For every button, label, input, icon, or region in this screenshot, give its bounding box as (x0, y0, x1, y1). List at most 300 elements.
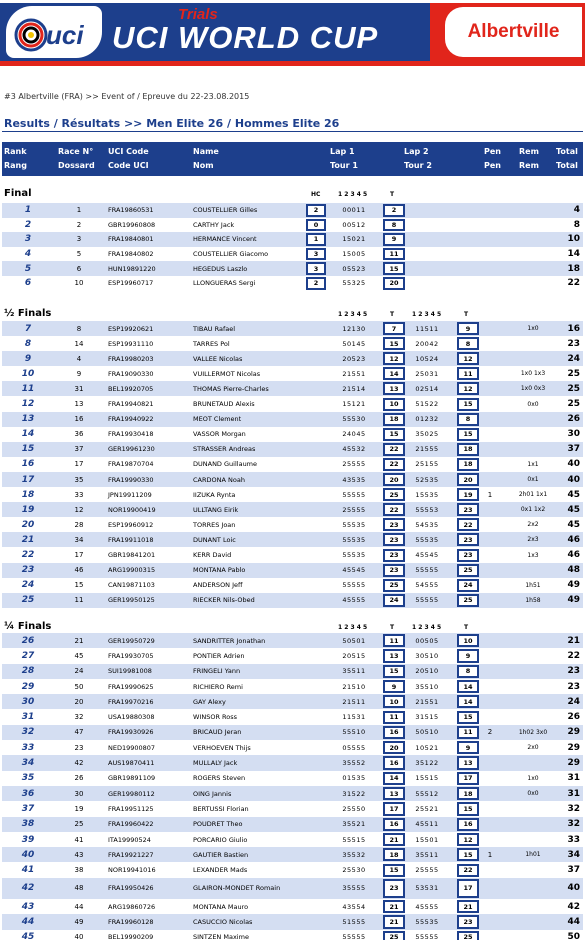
lap1-sections-cell: 01535 (342, 774, 366, 783)
lap1-sections-cell: 20523 (342, 354, 366, 363)
bib-cell: 42 (74, 759, 84, 768)
lap1-sections-cell: 25555 (342, 505, 366, 514)
lap2-sections-cell: 31515 (415, 713, 439, 722)
bib-cell: 5 (76, 250, 82, 259)
lap1-total-cell: 9 (383, 233, 405, 246)
rider-name-cell: MONTANA Pablo (193, 566, 246, 575)
penalty-cell (484, 218, 496, 233)
penalty-cell (484, 351, 496, 366)
lap2-sections-cell: 52535 (415, 475, 439, 484)
table-row[interactable] (2, 381, 583, 396)
lap2-sections-cell: 10521 (415, 743, 439, 752)
lap1-total-cell: 16 (383, 756, 405, 769)
lap1-total-cell: 10 (383, 695, 405, 708)
bib-cell: 33 (74, 490, 84, 499)
uci-code-cell: GER19950125 (108, 596, 155, 605)
lap1-sections-cell: 24045 (342, 430, 366, 439)
total-cell: 31 (567, 788, 580, 799)
lap2-total-cell: 15 (457, 848, 479, 861)
penalty-cell (484, 786, 496, 801)
remark-cell: 2x2 (527, 521, 539, 529)
penalty-cell (484, 397, 496, 412)
uci-code-cell: ARG19900315 (108, 566, 156, 575)
table-row[interactable] (2, 427, 583, 442)
lap2-total-cell: 16 (457, 818, 479, 831)
subhead-hc: HC (311, 191, 321, 198)
results-table-header (2, 142, 583, 176)
total-cell: 21 (567, 635, 580, 646)
penalty-cell (484, 664, 496, 679)
lap2-total-cell: 11 (457, 726, 479, 739)
remark-cell (512, 899, 554, 914)
lap1-sections-cell: 55530 (342, 415, 366, 424)
table-row[interactable] (2, 276, 583, 291)
lap2-sections-cell: 45545 (415, 551, 439, 560)
table-row[interactable] (2, 710, 583, 725)
rider-name-cell: MEOT Clement (193, 415, 242, 424)
lap1-total-cell: 20 (383, 277, 405, 290)
lap1-sections-cell: 25530 (342, 866, 366, 875)
lap2-total-cell: 15 (457, 711, 479, 724)
uci-code-cell: FRA19840801 (108, 235, 154, 244)
rank-cell: 16 (21, 459, 35, 470)
table-row[interactable] (2, 502, 583, 517)
lap2-total-cell: 19 (457, 488, 479, 501)
lap2-total-cell: 15 (457, 398, 479, 411)
rank-cell: 23 (21, 565, 35, 576)
lap2-sections-cell: 45511 (415, 820, 439, 829)
table-row[interactable] (2, 247, 583, 262)
total-cell: 22 (567, 278, 580, 289)
rider-name-cell: RIECKER Nils-Obed (193, 596, 255, 605)
total-cell: 50 (567, 932, 580, 940)
bib-cell: 20 (74, 697, 84, 706)
uci-code-cell: FRA19090330 (108, 369, 154, 378)
table-row[interactable] (2, 899, 583, 914)
total-cell: 40 (567, 459, 580, 470)
bib-cell: 36 (74, 430, 84, 439)
lap1-sections-cell: 15005 (342, 250, 366, 259)
rank-cell: 45 (21, 932, 35, 940)
table-row[interactable] (2, 397, 583, 412)
remark-cell: 2x3 (527, 536, 539, 544)
remark-cell: 2x0 (527, 744, 539, 752)
uci-code-cell: SUI19981008 (108, 667, 152, 676)
table-row[interactable] (2, 771, 583, 786)
uci-code-cell: NOR19900419 (108, 505, 156, 514)
lap2-total-cell: 23 (457, 503, 479, 516)
lap1-total-cell: 16 (383, 818, 405, 831)
uci-code-cell: FRA19940821 (108, 400, 154, 409)
penalty-cell (484, 899, 496, 914)
lap1-total-cell: 22 (383, 443, 405, 456)
table-row[interactable] (2, 472, 583, 487)
table-row[interactable] (2, 517, 583, 532)
lap2-total-cell: 15 (457, 428, 479, 441)
lap1-total-cell: 23 (383, 533, 405, 546)
table-row[interactable] (2, 593, 583, 608)
penalty-cell (484, 863, 496, 878)
table-row[interactable] (2, 847, 583, 862)
penalty-cell (484, 427, 496, 442)
subhead-sections-lap2: 1 2 3 4 5 (412, 311, 442, 318)
bib-cell: 32 (74, 713, 84, 722)
lap1-sections-cell: 55555 (342, 933, 366, 940)
total-cell: 29 (567, 727, 580, 738)
breadcrumb: #3 Albertville (FRA) >> Event of / Epreuve du 22-23.08.2015 (4, 92, 250, 101)
lap2-total-cell: 9 (457, 649, 479, 662)
total-cell: 24 (567, 696, 580, 707)
total-cell: 45 (567, 504, 580, 515)
remark-cell (512, 563, 554, 578)
lap1-sections-cell: 55535 (342, 520, 366, 529)
uci-code-cell: NED19900807 (108, 743, 156, 752)
rank-cell: 26 (21, 635, 35, 646)
world-cup-label: UCI WORLD CUP (112, 20, 379, 55)
bib-cell: 38 (74, 866, 84, 875)
penalty-cell: 1 (487, 850, 493, 859)
table-row[interactable] (2, 442, 583, 457)
uci-code-cell: FRA19870704 (108, 460, 154, 469)
table-row[interactable] (2, 457, 583, 472)
lap1-sections-cell: 05555 (342, 743, 366, 752)
remark-cell (512, 664, 554, 679)
lap1-total-cell: 18 (383, 848, 405, 861)
rider-name-cell: ULLTANG Eirik (193, 505, 239, 514)
lap1-total-cell: 20 (383, 741, 405, 754)
header-total-fr: Total (556, 161, 578, 170)
bib-cell: 1 (76, 206, 82, 215)
remark-cell (512, 633, 554, 648)
table-row[interactable] (2, 412, 583, 427)
remark-cell (512, 801, 554, 816)
bib-cell: 24 (74, 667, 84, 676)
hc-cell: 0 (306, 219, 326, 232)
remark-cell: 1h01 (525, 851, 541, 859)
table-row[interactable] (2, 563, 583, 578)
rider-name-cell: OING Jannis (193, 789, 232, 798)
lap2-total-cell: 8 (457, 337, 479, 350)
table-row[interactable] (2, 832, 583, 847)
table-row[interactable] (2, 878, 583, 899)
lap1-total-cell: 21 (383, 900, 405, 913)
uci-code-cell: GER19950729 (108, 636, 155, 645)
penalty-cell (484, 930, 496, 940)
rank-cell: 3 (24, 234, 32, 245)
total-cell: 37 (567, 865, 580, 876)
penalty-cell (484, 648, 496, 663)
penalty-cell (484, 203, 496, 218)
bib-cell: 4 (76, 354, 82, 363)
section-title: ½ Finals (4, 308, 52, 319)
total-cell: 40 (567, 474, 580, 485)
lap2-sections-cell: 02514 (415, 384, 439, 393)
rider-name-cell: IIZUKA Rynta (193, 490, 236, 499)
penalty-cell (484, 442, 496, 457)
table-row[interactable] (2, 740, 583, 755)
remark-cell (512, 694, 554, 709)
rider-name-cell: HERMANCE Vincent (193, 235, 257, 244)
remark-cell (512, 218, 554, 233)
banner-stripe (0, 61, 585, 66)
lap1-sections-cell: 55535 (342, 535, 366, 544)
lap1-total-cell: 11 (383, 711, 405, 724)
lap2-total-cell: 13 (457, 756, 479, 769)
rider-name-cell: PONTIER Adrien (193, 651, 245, 660)
section-title: Final (4, 188, 32, 199)
rank-cell: 37 (21, 803, 35, 814)
rank-cell: 9 (24, 353, 32, 364)
lap2-total-cell: 18 (457, 458, 479, 471)
penalty-cell (484, 633, 496, 648)
remark-cell: 1h58 (525, 596, 541, 604)
header-pen: Pen (484, 147, 501, 156)
rank-cell: 8 (24, 338, 32, 349)
header-total: Total (556, 147, 578, 156)
subhead-total-lap2: T (464, 311, 469, 318)
total-cell: 48 (567, 565, 580, 576)
table-row[interactable] (2, 336, 583, 351)
total-cell: 30 (567, 429, 580, 440)
lap1-sections-cell: 00011 (342, 206, 366, 215)
lap2-total-cell: 24 (457, 579, 479, 592)
lap2-total-cell: 9 (457, 322, 479, 335)
lap1-total-cell: 15 (383, 665, 405, 678)
rider-name-cell: WINSOR Ross (193, 713, 238, 722)
penalty-cell (484, 771, 496, 786)
lap2-sections-cell: 21555 (415, 445, 439, 454)
rank-cell: 21 (21, 534, 35, 545)
rank-cell: 36 (21, 788, 35, 799)
subhead-sections-lap2: 1 2 3 4 5 (412, 624, 442, 631)
uci-logo (6, 6, 102, 58)
rider-name-cell: STRASSER Andreas (193, 445, 256, 454)
rider-name-cell: COUSTELLIER Giacomo (193, 250, 269, 259)
table-row[interactable] (2, 648, 583, 663)
lap2-sections-cell: 35122 (415, 759, 439, 768)
rider-name-cell: CASUCCIO Nicolas (193, 918, 253, 927)
remark-cell: 0x0 (527, 790, 539, 798)
total-cell: 25 (567, 368, 580, 379)
penalty-cell (484, 336, 496, 351)
rider-name-cell: TIBAU Rafael (193, 324, 236, 333)
lap1-total-cell: 14 (383, 772, 405, 785)
remark-cell (512, 351, 554, 366)
table-row[interactable] (2, 487, 583, 502)
rank-cell: 35 (21, 773, 35, 784)
lap2-sections-cell: 20510 (415, 667, 439, 676)
rider-name-cell: VUILLERMOT Nicolas (193, 369, 261, 378)
lap1-sections-cell: 35511 (342, 667, 366, 676)
uci-code-cell: USA19880308 (108, 713, 155, 722)
rank-cell: 10 (21, 368, 35, 379)
table-row[interactable] (2, 694, 583, 709)
lap2-sections-cell: 35510 (415, 682, 439, 691)
uci-code-cell: FRA19930418 (108, 430, 154, 439)
total-cell: 42 (567, 901, 580, 912)
table-row[interactable] (2, 755, 583, 770)
table-row[interactable] (2, 817, 583, 832)
table-row[interactable] (2, 366, 583, 381)
bib-cell: 15 (74, 581, 84, 590)
table-row[interactable] (2, 633, 583, 648)
lap2-total-cell: 17 (457, 879, 479, 898)
lap2-total-cell: 14 (457, 695, 479, 708)
rank-cell: 20 (21, 519, 35, 530)
table-row[interactable] (2, 218, 583, 233)
header-lap2: Lap 2 (404, 147, 429, 156)
lap1-total-cell: 25 (383, 488, 405, 501)
table-row[interactable] (2, 930, 583, 940)
uci-code-cell: CAN19871103 (108, 581, 155, 590)
table-row[interactable] (2, 664, 583, 679)
table-row[interactable] (2, 261, 583, 276)
rider-name-cell: GAY Alexy (193, 697, 226, 706)
total-cell: 44 (567, 917, 580, 928)
total-cell: 40 (567, 883, 580, 894)
table-row[interactable] (2, 203, 583, 218)
lap1-total-cell: 11 (383, 248, 405, 261)
lap2-sections-cell: 30510 (415, 651, 439, 660)
total-cell: 32 (567, 803, 580, 814)
lap1-total-cell: 21 (383, 915, 405, 928)
lap1-total-cell: 9 (383, 680, 405, 693)
lap1-sections-cell: 55555 (342, 581, 366, 590)
lap1-sections-cell: 21551 (342, 369, 366, 378)
penalty-cell (484, 412, 496, 427)
uci-code-cell: ESP19960717 (108, 279, 154, 288)
bib-cell: 48 (74, 884, 84, 893)
lap1-sections-cell: 35555 (342, 884, 366, 893)
total-cell: 23 (567, 338, 580, 349)
lap2-total-cell: 10 (457, 634, 479, 647)
city-label: Albertville (467, 21, 560, 42)
remark-cell: 1x0 (527, 325, 539, 333)
penalty-cell (484, 232, 496, 247)
rider-name-cell: VASSOR Morgan (193, 430, 246, 439)
remark-cell (512, 427, 554, 442)
lap1-total-cell: 23 (383, 549, 405, 562)
remark-cell: 1x0 0x3 (520, 385, 546, 393)
lap2-sections-cell: 55553 (415, 505, 439, 514)
bib-cell: 28 (74, 520, 84, 529)
table-row[interactable] (2, 801, 583, 816)
lap1-sections-cell: 21511 (342, 697, 366, 706)
lap2-sections-cell: 54555 (415, 581, 439, 590)
lap2-total-cell: 15 (457, 802, 479, 815)
table-row[interactable] (2, 914, 583, 929)
rider-name-cell: POUDRET Theo (193, 820, 243, 829)
rank-cell: 15 (21, 444, 35, 455)
section-title: ¼ Finals (4, 621, 52, 632)
penalty-cell (484, 502, 496, 517)
bib-cell: 31 (74, 384, 84, 393)
table-row[interactable] (2, 548, 583, 563)
rider-name-cell: DUNANT Loic (193, 535, 236, 544)
bib-cell: 14 (74, 339, 84, 348)
table-row[interactable] (2, 725, 583, 740)
rank-cell: 17 (21, 474, 35, 485)
rider-name-cell: BERTUSSI Florian (193, 804, 249, 813)
lap2-total-cell: 22 (457, 518, 479, 531)
table-row[interactable] (2, 863, 583, 878)
lap2-total-cell: 20 (457, 473, 479, 486)
lap2-total-cell: 11 (457, 367, 479, 380)
lap2-sections-cell: 01232 (415, 415, 439, 424)
lap1-sections-cell: 12130 (342, 324, 366, 333)
page-title[interactable]: Results / Résultats >> Men Elite 26 / Hommes Elite 26 (4, 117, 340, 130)
total-cell: 26 (567, 414, 580, 425)
lap1-sections-cell: 55535 (342, 551, 366, 560)
rank-cell: 24 (21, 580, 35, 591)
lap2-total-cell: 25 (457, 931, 479, 940)
lap1-sections-cell: 50145 (342, 339, 366, 348)
bib-cell: 9 (76, 369, 82, 378)
uci-code-cell: GER19980112 (108, 789, 155, 798)
penalty-cell (484, 517, 496, 532)
header-name-fr: Nom (193, 161, 214, 170)
table-row[interactable] (2, 786, 583, 801)
remark-cell: 2h01 1x1 (518, 491, 548, 499)
subhead-total-lap1: T (390, 191, 395, 198)
lap1-total-cell: 25 (383, 579, 405, 592)
penalty-cell (484, 914, 496, 929)
uci-code-cell: HUN19891220 (108, 264, 156, 273)
subhead-sections-lap1: 1 2 3 4 5 (338, 311, 368, 318)
rank-cell: 33 (21, 742, 35, 753)
penalty-cell (484, 548, 496, 563)
rank-cell: 22 (21, 550, 35, 561)
remark-cell: 1x1 (527, 460, 539, 468)
rider-name-cell: THOMAS Pierre-Charles (193, 384, 269, 393)
table-row[interactable] (2, 232, 583, 247)
table-row[interactable] (2, 321, 583, 336)
uci-code-cell: AUS19870411 (108, 759, 155, 768)
header-rank-fr: Rang (4, 161, 27, 170)
lap1-sections-cell: 21510 (342, 682, 366, 691)
rank-cell: 43 (21, 901, 35, 912)
bib-cell: 46 (74, 566, 84, 575)
bib-cell: 43 (74, 850, 84, 859)
remark-cell: 0x1 1x2 (520, 506, 546, 514)
lap1-sections-cell: 35532 (342, 850, 366, 859)
total-cell: 10 (567, 234, 580, 245)
lap2-total-cell: 18 (457, 443, 479, 456)
remark-cell (512, 679, 554, 694)
rank-cell: 44 (21, 917, 35, 928)
lap2-sections-cell: 51522 (415, 400, 439, 409)
uci-code-cell: FRA19930926 (108, 728, 154, 737)
penalty-cell (484, 740, 496, 755)
bib-cell: 16 (74, 415, 84, 424)
table-row[interactable] (2, 679, 583, 694)
table-row[interactable] (2, 532, 583, 547)
remark-cell (512, 710, 554, 725)
penalty-cell (484, 878, 496, 899)
rank-cell: 1 (24, 205, 32, 216)
lap2-sections-cell: 55535 (415, 918, 439, 927)
uci-code-cell: ESP19920621 (108, 324, 154, 333)
lap2-total-cell: 14 (457, 680, 479, 693)
total-cell: 4 (573, 205, 580, 216)
table-row[interactable] (2, 351, 583, 366)
uci-code-cell: FRA19990625 (108, 682, 154, 691)
remark-cell: 0x1 (527, 476, 539, 484)
penalty-cell (484, 381, 496, 396)
table-row[interactable] (2, 578, 583, 593)
total-cell: 49 (567, 580, 580, 591)
rank-cell: 27 (21, 650, 35, 661)
